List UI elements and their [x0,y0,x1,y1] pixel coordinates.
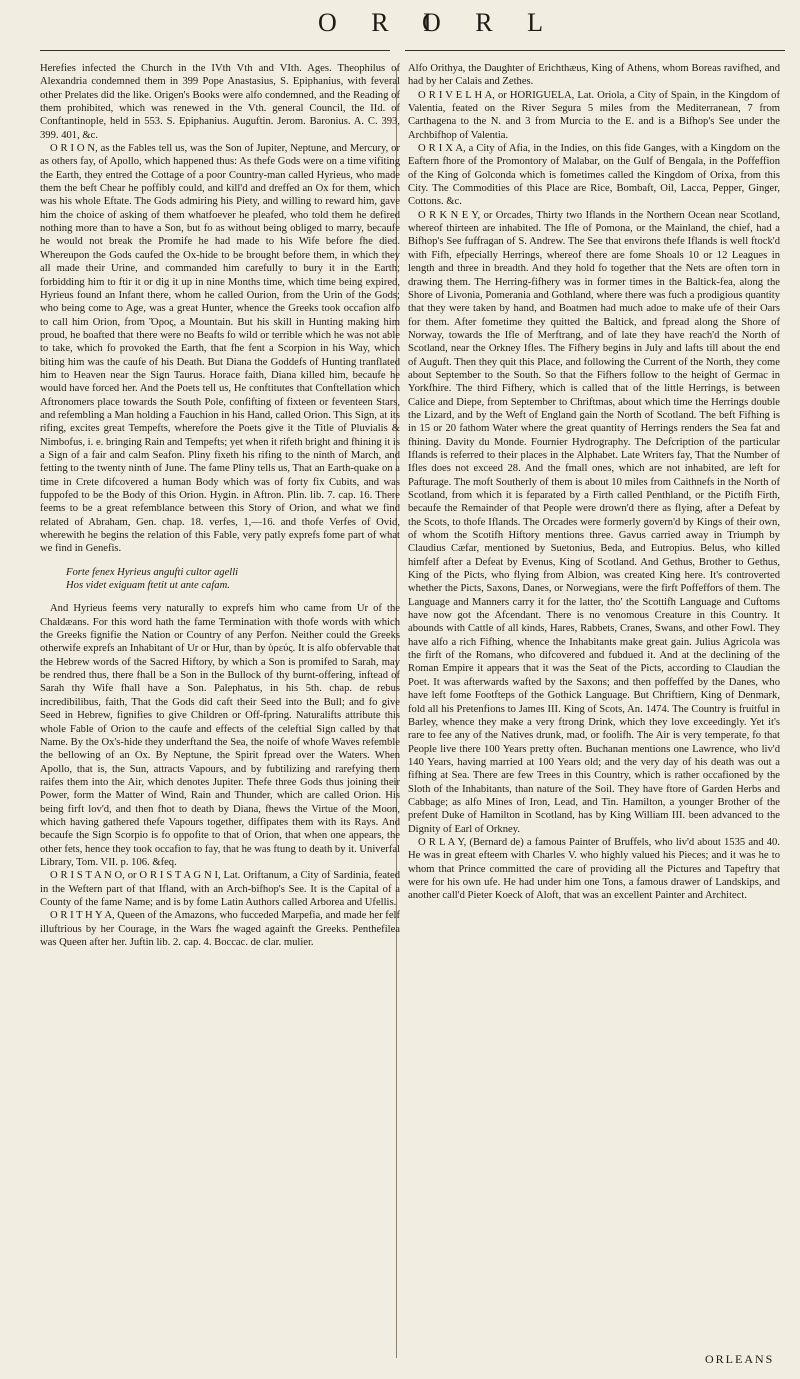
entry-orithya: O R I T H Y A, Queen of the Amazons, who fucceded Marpefia, and made her felf illuftrious by her Courage, in the Wars fhe waged againft the Greeks. Penthefilea was Queen after her. Juftin lib. 2. cap. 4. Boccac. de clar. mulier. [40,910,400,948]
entry-origenists-continued: Herefies infected the Church in the IVth Vth and VIth. Ages. Theophilus of Alexandria condemned them in 399 Pope Anastasius, S. Epiphanius, with feveral other Prelates did the like. Origen's Books were alfo condemned, and the Reading of them prohibited, which was renewed in the Vth. general Council, the IId. of Conftantinople, held in 553. S. Epiphanius. Auguftin. Jerom. Baronius. A. C. 393, 399. 401, &c. [40,63,400,141]
latin-verse [66,566,400,593]
page-header [0,0,800,62]
entry-orlay: O R L A Y, (Bernard de) a famous Painter of Bruffels, who liv'd about 1535 and 40. He was in great efteem with Charles V. who highly valued his Pieces; and it was he to whom that Prince committed the care of providing all the Pictures and Tapeftry that were for his own ufe. He had under him one Tons, a famous drawer of Landskips, and another call'd Pieter Koeck of Aloft, that was an excellent Painter and Architect. [408,836,780,902]
verse-line-1: Forte fenex Hyrieus angufti cultor agelli [66,566,239,578]
entry-orion-continued: And Hyrieus feems very naturally to exprefs him who came from Ur of the Chaldæans. For this word hath the fame Termination with thofe words with which the Greeks fignifie the Nation or Country of any Perfon. Neither could the Greeks otherwife exprefs an Inhabitant of Ur or Hur, than by ὑρεύς. It is alfo obfervable that the Hebrew words of the Sacred Hiftory, by which a Son is promifed to Sarah, may be rendred thus, there fhall be a Son in the Bullock of thy burnt-offering, inftead of Sarah thy Wife fhall have a Son. Palephatus, in his 5th. chap. de rebus incredibilibus, faith, That the Gods did caft their Seed into the Bull; and fo give Seed in Hebrew, fignifies to give Children or Off-fpring. Naturalifts attribute this whole Fable of Orion to the caufe and effects of the celeftial Sign called by that Name. By the Ox's-hide they underftand the Sea, the noife of whofe Waves refemble the bellowing of an Ox. By Neptune, the Spirit fpread over the Waters. When Apollo, that is, the Sun, attracts Vapours, and by fubtilizing and rarefying them raifes them into the Air, which denotes Jupiter. Thefe three Gods thus joining their Power, form the Matter of Wind, Rain and Thunder, which are called Orion. His being firft lov'd, and then fhot to death by Diana, fhews the Virtue of the Moon, which having gathered thefe Vapours together, diffipates them with its Rays. And becaufe the Sign Scorpio is fo oppofite to that of Orion, that when one appears, the other fets, hence they took occafion to fay, that he was ftung to death by it. Univerfal Library, Tom. VII. p. 106. &feq. [40,603,400,868]
entry-orkney: O R K N E Y, or Orcades, Thirty two Iflands in the Northern Ocean near Scotland, whereof thirteen are inhabited. The Ifle of Pomona, or the Mainland, the chief, had a Bifhop's See fuffragan of S. Andrew. The See that environs thefe Iflands is well ftock'd with Fifh, efpecially Herrings, whereof there are fome Shoals 10 or 12 Leagues in length and three in breadth. And they hold fo together that the Nets are often torn in drawing them. The Herring-fifhery was in former times in the Baltick-fea, along the Shore of Livonia, Pomerania and Gothland, where there was fuch a prodigious quantity that they were taken by hand, and Boatmen had much adoe to make ufe of their Oars for them. After fometime they quitted the Baltick, and fpread along the Shore of Norway, towards the Ifle of Merftrang, and of late they have reach'd the North of Scotland, near the Orkney Ifles. The Fifhery begins in July and lafts till about the end of Auguft. Then they quit this Place, and following the Current of the North, they come about September to the South. So that the Fifhers follow to the height of Germac in Yorkfhire. The third Fifhery, which is called that of the little Herrings, is between Calice and Diepe, from September to Chriftmas, about which time the Herrings double the Lizard, and by the Weft of England gain the North of Scotland. The beft Fifhing is in 15 or 20 fathom Water where the great quantity of Herrings renders the Sea fat and fhining. Davity du Monde. Fournier Hydrography. The Defcription of the particular Iflands is referred to their places in the Alphabet. Late Writers fay, That the Number of Ifles does not exceed 28. And the fmall ones, which are not inhabited, are left for Pafturage. The moft Southerly of them is about 10 miles from Caithnefs in the North of Scotland, from which it is feparated by a Firth called Penthland, or the Pictifh Firth, becaufe the Remainder of that People were drown'd there as flying, after a Defeat by the Scots, to thofe Iflands. The Orcades were formerly govern'd by Kings of their own, of whom the Scotifh Hiftory mentions three. Gavus carried away in Triumph by Claudius Cæfar, mentioned by Suetonius, Beda, and Eutropius. Belus, who killed himfelf after a Defeat by Evenus, King of Scotland. And Gethus, Brother to Gethus, King of the Picts, who flying from Albion, was created King here. It's controverted whether the Picts, Saxons, Danes, or Norwegians, were the firft Poffeffors of them. The Language and Manners carry it for the latter, tho' the Scottifh Language and Cuftoms have now got the Afcendant. There is no venomous Creature in this Country. It abounds with Cattle of all kinds, Hares, Rabbets, Cranes, Swans, and other Fowl. They have alfo a rich Fifhing, whence the Inhabitants make great gain. Julius Agricola was the firft of the Romans, who difcovered and fubdued it. And at the declining of the Roman Empire it appears that it was the Seat of the Picts, according to Claudian the Poet. It was afterwards wafted by the Saxons; and then poffeffed by the Danes, who have left fome Footfteps of the Gothick Language. But Chriftiern, King of Denmark, fold all his Pretenfions to James III. King of Scots, An. 1474. The Country is fruitful in Barley, whence they make a very ftrong Drink, which they love exceedingly. Yet it's rare to fee any of the Natives drunk, mad, or foolifh. The Air is very temperate, fo that People live there 100 Years pretty often. Buchanan mentions one Lawrence, who liv'd 140 Years, having married at 100 Years old; and the very day of his death was out a fifhing at Sea. There are few Trees in this Country, which is rather occafioned by the Sloth of the Inhabitants, than nature of the Soil. They have ftore of Garden Herbs and Cabbage; as alfo Mines of Iron, Lead, and Tin. Hamilton, a younger Brother of the prefent Duke of Hamilton in Scotland, has by King William III. been advanced to the Dignity of Earl of Orkney. [408,209,780,835]
entry-oristano: O R I S T A N O, or O R I S T A G N I, Lat. Oriftanum, a City of Sardinia, feated in the Weftern part of that Ifland, with an Arch-bifhop's See. It is the Capital of a County of the fame Name; and is by fome Latin Authors called Arborea and Ufellis. [40,870,400,908]
entry-orion: O R I O N, as the Fables tell us, was the Son of Jupiter, Neptune, and Mercury, or as others fay, of Apollo, which happened thus: As thefe Gods were on a time vifiting the Earth, they entred the Cottage of a poor Country-man called Hyrieus, who made them the beft Chear he poffibly could, and kill'd and dreffed an Ox for them, which was his whole Eftate. The Gods admiring his Piety, and willing to reward him, gave him the choice of asking of them whatfoever he pleafed, who told them he defired nothing more than to have a Son, but fo as without being obliged to marry, becaufe he would not break the Promife he had made to his Wife before fhe died. Whereupon the Gods caufed the Ox-hide to be brought before them, in which they all made their Urine, and commanded him carefully to bury it in the Earth; forbidding him to ftir it or dig it up in nine Months time, which time being expired, Hyrieus found an Infant there, whom he called Ourion, from the Urin of the Gods; who being come to Age, was a great Hunter, whence the Greeks took occafion alfo to call him Orion, from Ὄρος, a Mountain. But his skill in Hunting making him proud, he boafted that there were no Beafts fo wild or terrible which he was not able to take, which fo provoked the Earth, that fhe fent a Scorpion in his Way, which biting him was the caufe of his Death. But Diana the Goddefs of Hunting tranflated him to Heaven near the Sign Taurus. Horace faith, Diana killed him, becaufe he would have forced her. And the Poets tell us, He conftitutes that Conftellation which Aftronomers place towards the South Pole, confifting of fixteen or feventeen Stars, and refembling a Man holding a Fauchion in his Hand, called Orion. This Sign, at its rifing, excites great Tempefts, wherefore the Poets give it the Title of Pluvialis & Nimbofus, i. e. bringing Rain and Tempefts; yet when it rifeth bright and fhining it is a Sign of a fair and calm Seafon. Pliny fixeth his rifing to the ninth of March, and fetting to the twenty ninth of June. The fame Pliny tells us, That an Earth-quake on a time in Crete difcovered a human Body which was of forty fix Cubits, and was fuppofed to be the Body of this Orion. Hygin. in Aftron. Plin. lib. 7. cap. 16. There feems to be a great refemblance between this Story of Orion, and what we find related of Abraham, Gen. chap. 18. verfes, 1,—16. and thofe Verfes of Ovid, wherewith he begins the relation of this Fable, very patly exprefs fome part of what we find in Genefis. [40,143,400,555]
running-head-right: O R L [422,8,557,37]
entry-orixa: O R I X A, a City of Afia, in the Indies, on this fide Ganges, with a Kingdom on the Eaftern fhore of the Promontory of Malabar, on the Gulf of Bengala, in the Poffeffion of the King of Golconda which is fometimes called the Kingdom of Orixa, from this City. The Commodities of this Place are Rice, Bombaft, Oil, Lacca, Pepper, Ginger, Cottons. &c. [408,143,780,208]
left-column [40,62,400,1362]
entry-orivelha: O R I V E L H A, or HORIGUELA, Lat. Oriola, a City of Spain, in the Kingdom of Valentia, feated on the River Segura 5 miles from the Mediterranean, 7 from Carthagena to the N. and 3 from Murcia to the E. and is a Bifhop's See under the Archbifhop of Valentia. [408,89,780,141]
verse-line-2: Hos videt exiguam ftetit ut ante cafam. [66,580,230,592]
catchword: ORLEANS [705,1352,775,1366]
right-column [408,62,780,1362]
entry-orithya-daughter: Alfo Orithya, the Daughter of Erichthæus, King of Athens, whom Boreas ravifhed, and had by her Calais and Zethes. [408,63,780,88]
header-rule-right [405,50,785,51]
header-rule-left [40,50,390,51]
running-head-left: O R I [318,8,446,37]
